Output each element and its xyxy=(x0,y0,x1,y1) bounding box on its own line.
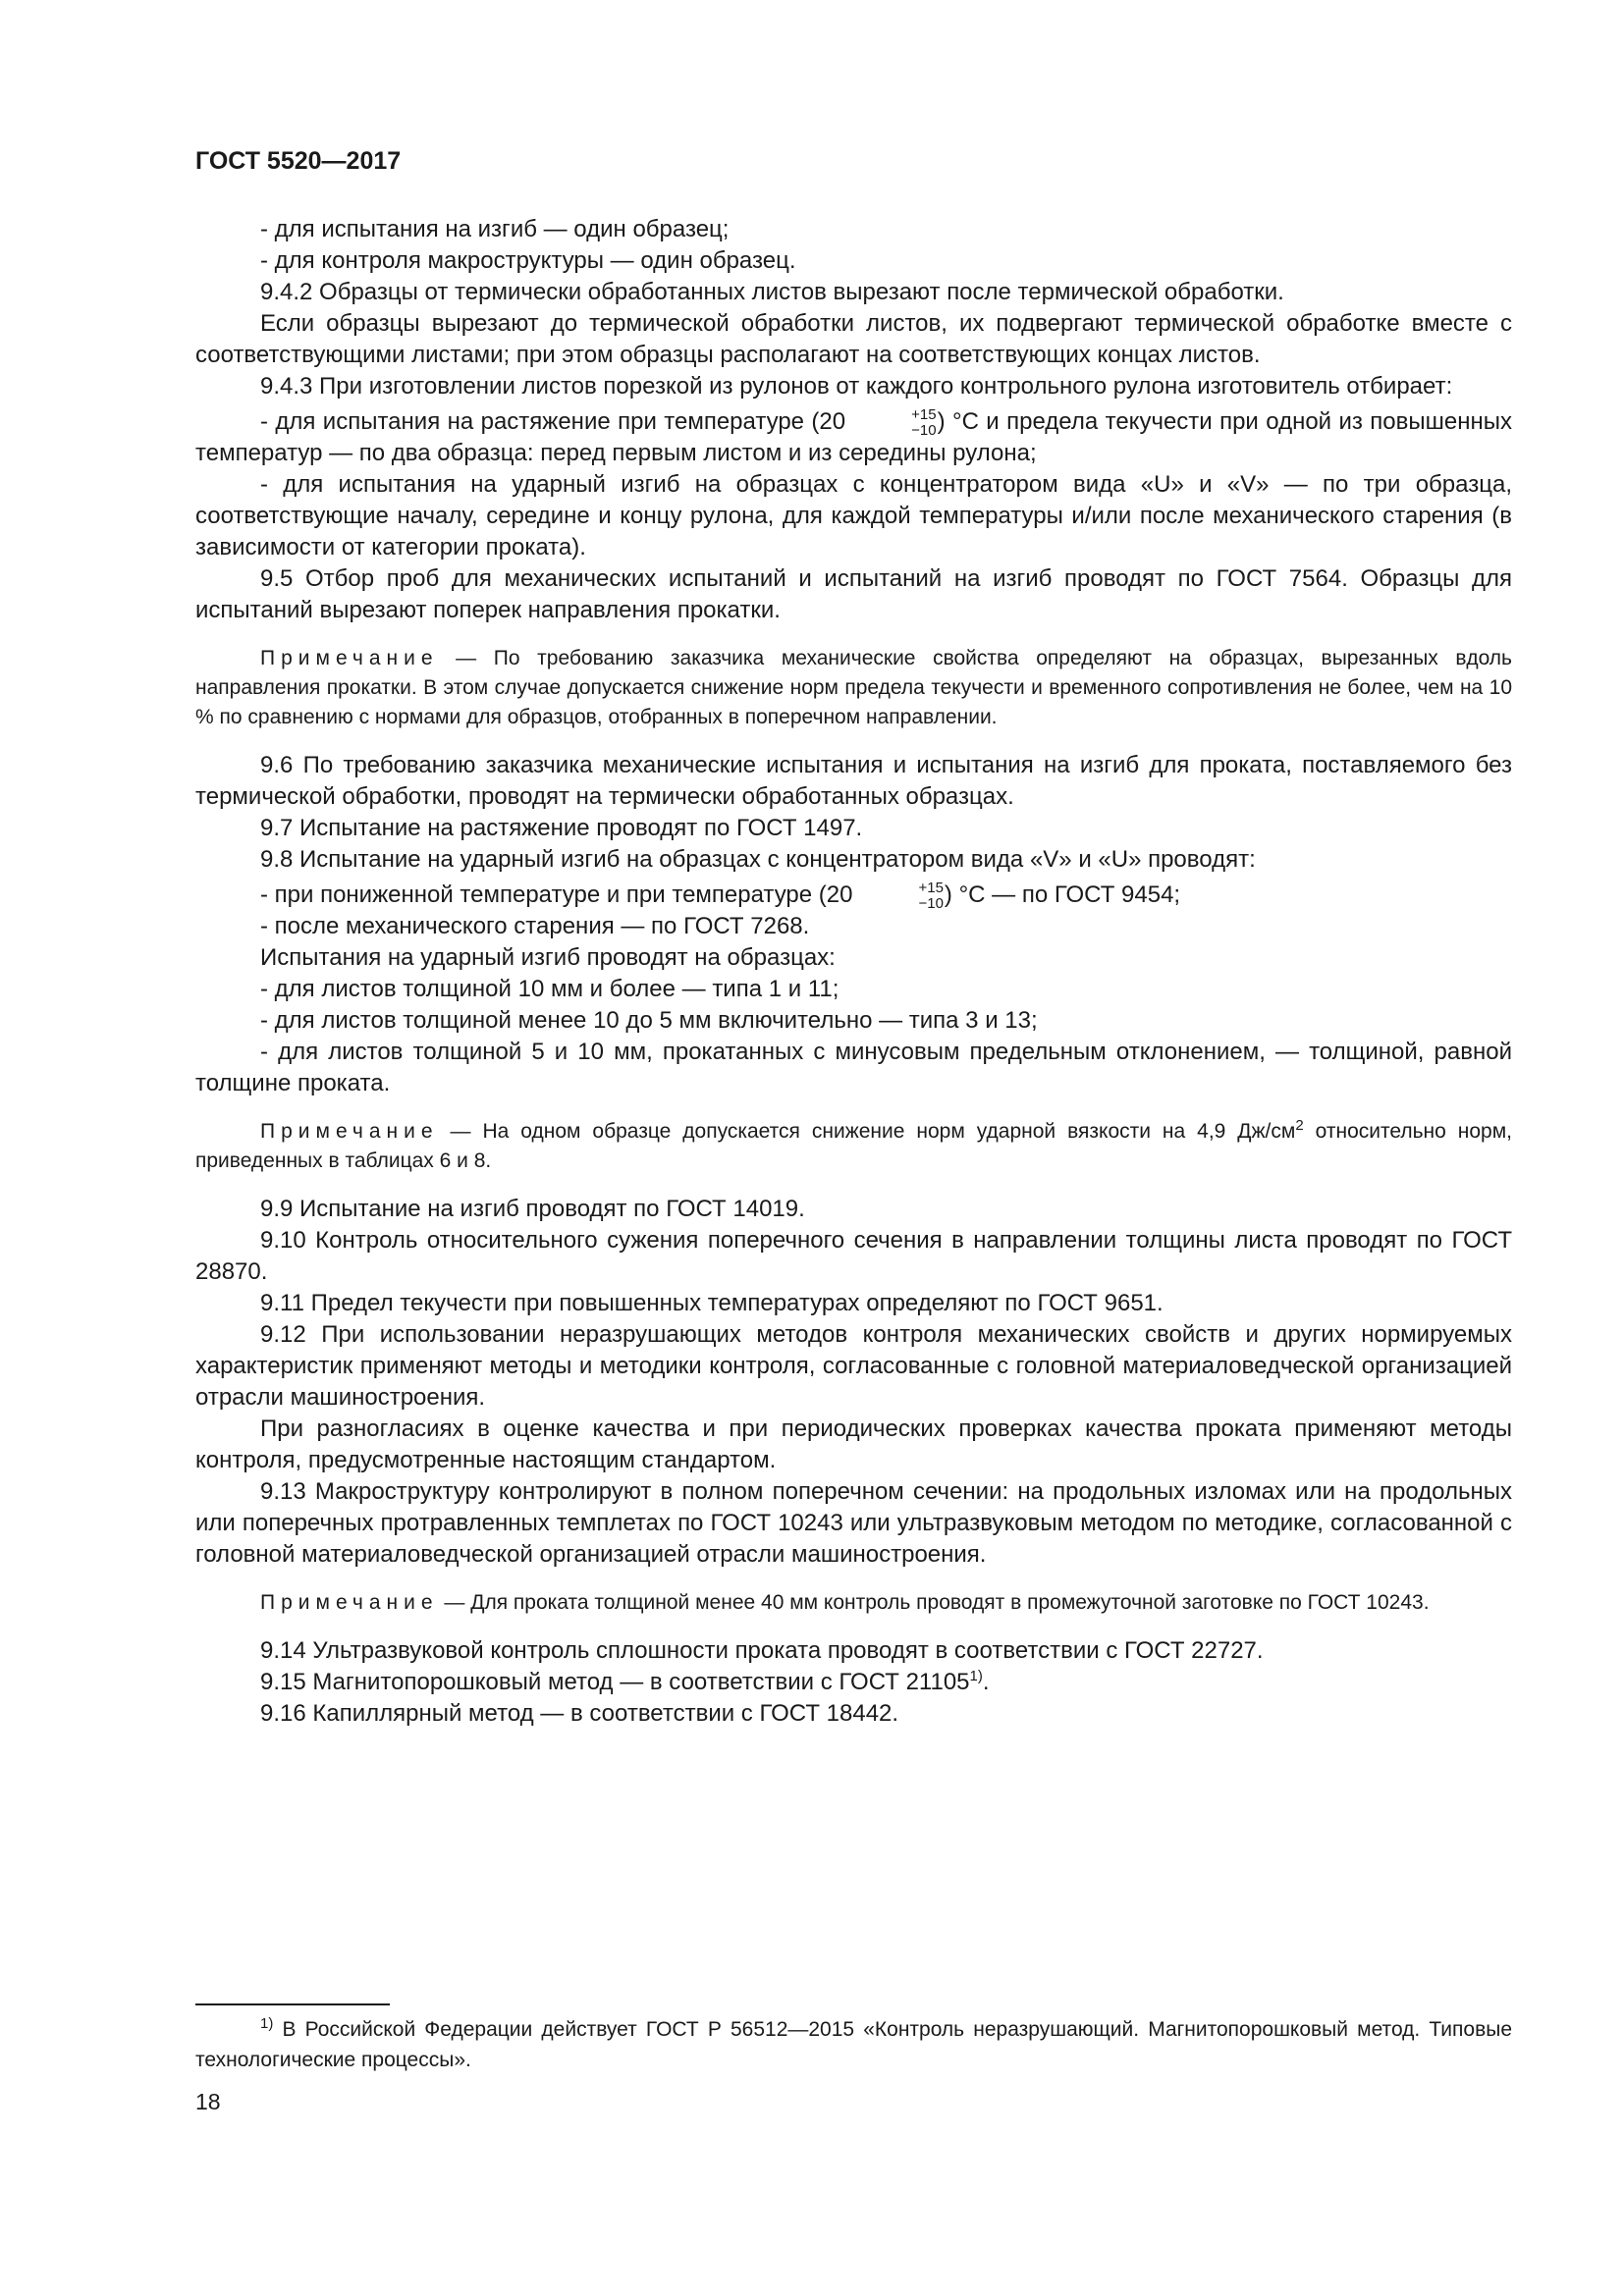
footnote xyxy=(195,2014,1512,2075)
text-fragment: - при пониженной температуре и при температуре (20 xyxy=(260,881,853,909)
tolerance-upper: +15 xyxy=(911,406,937,424)
paragraph: 9.14 Ультразвуковой контроль сплошности проката проводят в соответствии с ГОСТ 22727. xyxy=(260,1637,1264,1665)
paragraph: Если образцы вырезают до термической обработки листов, их подвергают термической обработке вместе с соответствующими листами; при этом образцы располагают на соответствующих концах листов. xyxy=(195,310,1512,368)
paragraph: 9.8 Испытание на ударный изгиб на образцах с концентратором вида «V» и «U» проводят: xyxy=(260,846,1256,874)
paragraph: 9.9 Испытание на изгиб проводят по ГОСТ 14019. xyxy=(260,1196,805,1223)
tolerance-upper: +15 xyxy=(918,880,944,897)
text-fragment: . xyxy=(982,1669,990,1696)
list-item xyxy=(195,880,1512,911)
temperature-tolerance xyxy=(846,407,936,438)
note-label: Примечание xyxy=(260,1120,439,1144)
text-fragment: 9.15 Магнитопорошковый метод — в соответствии с ГОСТ 21105 xyxy=(260,1669,970,1696)
list-item: - для листов толщиной менее 10 до 5 мм включительно — типа 3 и 13; xyxy=(260,1007,1038,1035)
paragraph: 9.7 Испытание на растяжение проводят по ГОСТ 1497. xyxy=(260,815,863,842)
paragraph: При разногласиях в оценке качества и при периодических проверках качества проката применяют методы контроля, предусмотренные настоящим стандартом. xyxy=(195,1415,1512,1474)
paragraph: 9.4.2 Образцы от термически обработанных листов вырезают после термической обработки. xyxy=(260,279,1284,305)
note-label: Примечание xyxy=(260,1591,439,1615)
paragraph xyxy=(195,1667,1512,1698)
document-body xyxy=(195,214,1512,1730)
note xyxy=(195,644,1512,732)
tolerance-lower: −10 xyxy=(918,895,944,913)
list-item: - для листов толщиной 5 и 10 мм, прокатанных с минусовым предельным отклонением, — толщиной, равной толщине проката. xyxy=(195,1039,1512,1097)
text-fragment: - для испытания на растяжение при температуре (20 xyxy=(260,408,846,435)
footnote-text: В Российской Федерации действует ГОСТ Р 56512—2015 «Контроль неразрушающий. Магнитопорошковый метод. Типовые технологические процессы». xyxy=(195,2018,1512,2071)
footnote-separator xyxy=(195,2003,390,2005)
list-item: - для листов толщиной 10 мм и более — типа 1 и 11; xyxy=(260,976,839,1003)
list-item: - для испытания на изгиб — один образец; xyxy=(260,216,730,242)
note-text: — Для проката толщиной менее 40 мм контроль проводят в промежуточной заготовке по ГОСТ 10243. xyxy=(438,1591,1430,1615)
paragraph: 9.12 При использовании неразрушающих методов контроля механических свойств и других нормируемых характеристик применяют методы и методики контроля, согласованные с головной материаловедческой организацией отрасли машиностроения. xyxy=(195,1321,1512,1412)
page-number: 18 xyxy=(195,2089,221,2114)
temperature-tolerance xyxy=(853,881,943,911)
tolerance-lower: −10 xyxy=(911,422,937,440)
paragraph: 9.11 Предел текучести при повышенных температурах определяют по ГОСТ 9651. xyxy=(260,1290,1164,1317)
paragraph: 9.5 Отбор проб для механических испытаний и испытаний на изгиб проводят по ГОСТ 7564. Образцы для испытаний вырезают поперек направления прокатки. xyxy=(195,565,1512,624)
note-label: Примечание xyxy=(260,647,439,670)
footnote-mark: 1) xyxy=(260,2015,274,2032)
text-fragment: ) °C и предела текучести при одной из повышенных температур — по два образца: перед первым листом и из середины рулона; xyxy=(195,408,1513,467)
footnote-ref: 1) xyxy=(969,1668,983,1685)
paragraph: 9.16 Капиллярный метод — в соответствии с ГОСТ 18442. xyxy=(260,1700,899,1728)
paragraph: 9.4.3 При изготовлении листов порезкой из рулонов от каждого контрольного рулона изготовитель отбирает: xyxy=(260,373,1453,400)
list-item: - после механического старения — по ГОСТ 7268. xyxy=(260,913,810,940)
note xyxy=(195,1117,1512,1176)
paragraph: 9.6 По требованию заказчика механические испытания и испытания на изгиб для проката, поставляемого без термической обработки, проводят на термически обработанных образцах. xyxy=(195,752,1512,811)
paragraph: 9.10 Контроль относительного сужения поперечного сечения в направлении толщины листа проводят по ГОСТ 28870. xyxy=(195,1227,1512,1286)
paragraph: 9.13 Макроструктуру контролируют в полном поперечном сечении: на продольных изломах или на продольных или поперечных протравленных темплетах по ГОСТ 10243 или ультразвуковым методом по методике, согласованной с головной материаловедческой организацией отрасли машиностроения. xyxy=(195,1478,1512,1569)
note-text: относительно норм, приведенных в таблицах 6 и 8. xyxy=(195,1120,1512,1173)
text-fragment: ) °C — по ГОСТ 9454; xyxy=(944,881,1181,909)
note-text: — На одном образце допускается снижение норм ударной вязкости на 4,9 Дж/см xyxy=(438,1120,1296,1144)
list-item: - для испытания на ударный изгиб на образцах с концентратором вида «U» и «V» — по три образца, соответствующие началу, середине и концу рулона, для каждой температуры и/или после механического старения (в зависимости от категории проката). xyxy=(195,471,1512,561)
list-item: - для контроля макроструктуры — один образец. xyxy=(260,247,796,274)
list-item xyxy=(195,406,1512,469)
superscript: 2 xyxy=(1295,1117,1304,1135)
page-header: ГОСТ 5520—2017 xyxy=(195,147,402,175)
note xyxy=(195,1588,1512,1618)
note-text: — По требованию заказчика механические свойства определяют на образцах, вырезанных вдоль направления прокатки. В этом случае допускается снижение норм предела текучести и временного сопротивления не более, чем на 10 % по сравнению с нормами для образцов, отобранных в поперечном направлении. xyxy=(195,647,1512,729)
paragraph: Испытания на ударный изгиб проводят на образцах: xyxy=(260,944,836,972)
